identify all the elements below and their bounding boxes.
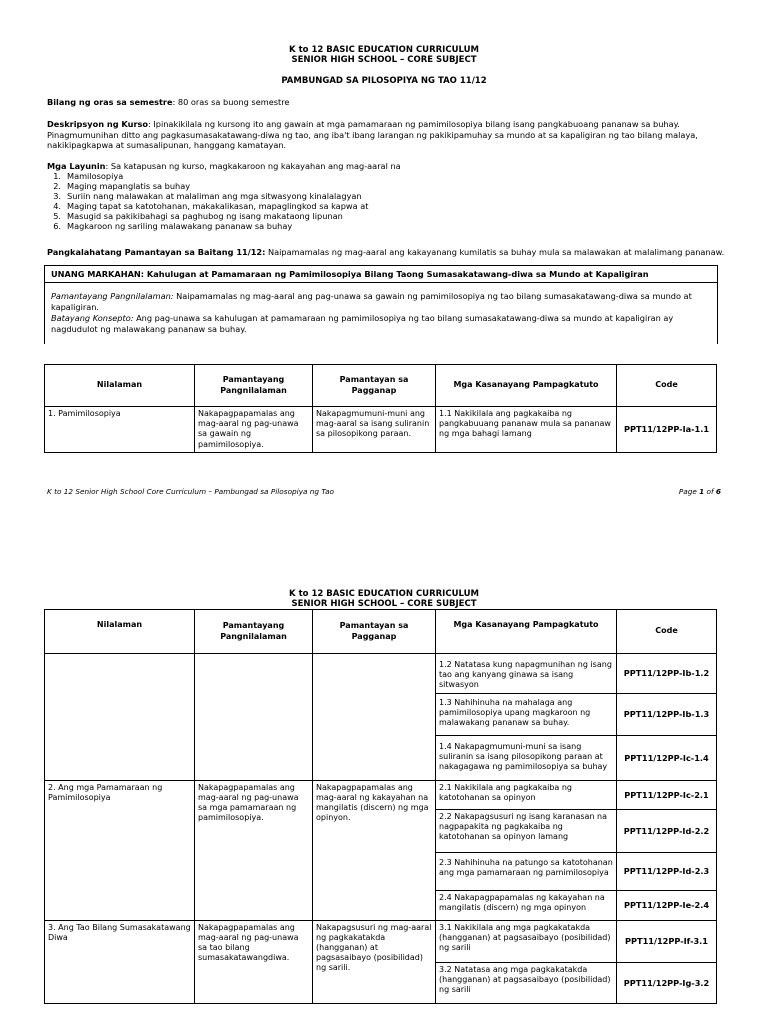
code-cell: PPT11/12PP-Ie-2.4: [617, 890, 717, 920]
quarter-divider: [44, 282, 717, 283]
curriculum-title: K to 12 BASIC EDUCATION CURRICULUM: [289, 45, 479, 55]
content-cell: 2. Ang mga Pamamaraan ng Pamimilosopiya: [45, 780, 195, 920]
competency-cell: 1.4 Nakapagmumuni-muni sa isang suliranin sa isang pilosopikong paraan at nakagagawa ng pamimilosopiya sa buhay: [436, 735, 617, 780]
table-row: [45, 780, 717, 809]
table-row: [45, 407, 717, 453]
table-header-row: [45, 610, 717, 654]
competency-cell: 2.1 Nakikilala ang pagkakaiba ng katotohanan sa opinyon: [436, 780, 617, 809]
content-cell: 1. Pamimilosopiya: [45, 407, 195, 453]
competency-cell: 1.3 Nahihinuha na mahalaga ang pamimilosopiya upang magkaroon ng malawakang pananaw sa buhay.: [436, 693, 617, 735]
competency-cell: 2.2 Nakapagsusuri ng isang karanasan na nagpapakita ng pagkakaiba ng katotohanan sa opinyon lamang: [436, 809, 617, 852]
grade-standard-text: Naipamamalas ng mag-aaral ang kakayanang kumilatis sa buhay mula sa malawakan at malalimang pananaw.: [265, 247, 725, 257]
objective-item: 1. Mamilosopiya: [53, 171, 124, 181]
objective-item: 3. Suriin nang malawakan at malaliman ang mga sitwasyong kinalalagyan: [53, 190, 362, 201]
course-description: [47, 119, 747, 151]
code-cell: PPT11/12PP-Ig-3.2: [617, 962, 717, 1003]
curriculum-table-page1: [44, 364, 717, 453]
core-concept-label: Batayang Konsepto:: [51, 313, 134, 323]
content-standard-cell: [195, 654, 313, 781]
performance-standard-cell: [313, 654, 436, 781]
header-nilalaman: Nilalaman: [45, 365, 195, 407]
competency-cell: 1.2 Natatasa kung napagmunihan ng isang tao ang kanyang ginawa sa isang sitwasyon: [436, 654, 617, 694]
hours-label: Bilang ng oras sa semestre: [47, 97, 173, 107]
competency-cell: 1.1 Nakikilala ang pagkakaiba ng pangkabuuang pananaw mula sa pananaw ng mga bahagi lamang: [436, 407, 617, 453]
content-cell: 3. Ang Tao Bilang Sumasakatawang Diwa: [45, 920, 195, 1003]
objective-item: 2. Maging mapanglatis sa buhay: [53, 180, 191, 191]
code-cell: PPT11/12PP-Ib-1.3: [617, 693, 717, 735]
header-kasanayang-pampagkatuto: Mga Kasanayang Pampagkatuto: [436, 365, 617, 407]
objective-item: 5. Masugid sa pakikibahagi sa paghubog ng isang makataong lipunan: [53, 210, 343, 221]
description-label: Deskripsyon ng Kurso: [47, 119, 148, 129]
objective-item: 4. Maging tapat sa katotohanan, makakalikasan, mapaglingkod sa kapwa at: [53, 200, 369, 211]
content-standard-cell: Nakapagpapamalas ang mag-aaral ng pag-unawa sa tao bilang sumasakatawangdiwa.: [195, 920, 313, 1003]
curriculum-subtitle-page2: SENIOR HIGH SCHOOL – CORE SUBJECT: [291, 599, 477, 609]
code-cell: PPT11/12PP-Ia-1.1: [617, 407, 717, 453]
curriculum-subtitle: SENIOR HIGH SCHOOL – CORE SUBJECT: [291, 55, 477, 65]
table-header-row: [45, 365, 717, 407]
competency-cell: 2.3 Nahihinuha na patungo sa katotohanan ang mga pamamaraan ng pamimilosopiya: [436, 852, 617, 890]
header-pamantayang-pangnilalaman: Pamantayang Pangnilalaman: [195, 365, 313, 407]
quarter-title: UNANG MARKAHAN: Kahulugan at Pamamaraan ng Pamimilosopiya Bilang Taong Sumasakatawang-diwa sa Mundo at Kapaligiran: [51, 269, 649, 279]
competency-cell: 3.2 Natatasa ang mga pagkakatakda (hangganan) at pagsasaibayo (posibilidad) ng sarili: [436, 962, 617, 1003]
grade-standard-label: Pangkalahatang Pamantayan sa Baitang 11/12:: [47, 247, 266, 257]
curriculum-title-page2: K to 12 BASIC EDUCATION CURRICULUM: [289, 589, 479, 599]
header-code: Code: [617, 365, 717, 407]
header-kasanayang-pampagkatuto: Mga Kasanayang Pampagkatuto: [436, 610, 617, 654]
performance-standard-cell: Nakapagmumuni-muni ang mag-aaral sa isang suliranin sa pilosopikong paraan.: [313, 407, 436, 453]
hours-line: [47, 97, 727, 108]
subject-title: PAMBUNGAD SA PILOSOPIYA NG TAO 11/12: [281, 76, 487, 86]
page-footer-left: K to 12 Senior High School Core Curriculum – Pambungad sa Pilosopiya ng Tao: [47, 487, 335, 496]
header-code: Code: [617, 610, 717, 654]
code-cell: PPT11/12PP-Ic-2.1: [617, 780, 717, 809]
table-row: [45, 654, 717, 694]
competency-cell: 2.4 Nakapagpapamalas ng kakayahan na mangilatis (discern) ng mga opinyon: [436, 890, 617, 920]
curriculum-table-page2: [44, 609, 717, 1004]
core-concept-text: Ang pag-unawa sa kahulugan at pamamaraan ng pamimilosopiya ng tao bilang sumasakatawang-diwa sa mundo at kapaligiran ay nagdudulot ng malawakang pananaw sa buhay.: [51, 313, 674, 334]
page-footer-right: Page 1 of 6: [678, 487, 721, 496]
objective-item: 6. Magkaroon ng sariling malawakang pananaw sa buhay: [53, 220, 293, 231]
code-cell: PPT11/12PP-Id-2.3: [617, 852, 717, 890]
objectives-intro-text: : Sa katapusan ng kurso, magkakaroon ng kakayahan ang mag-aaral na: [105, 161, 401, 171]
header-pamantayang-pangnilalaman: Pamantayang Pangnilalaman: [195, 610, 313, 654]
code-cell: PPT11/12PP-Ic-1.4: [617, 735, 717, 780]
description-text: : Ipinakikilala ng kursong ito ang gawain at mga pamamaraan ng pamimilosopiya bilang isang pangkabuoang pananaw sa buhay. Pinagmumunihan ditto ang pagkasumasakatawang-diwa ng tao, ang iba't ibang larangan ng pakikipamuhay sa mundo at sa kapaligiran ng tao bilang malaya, nakikipagkapwa at sumasalipunan, hanggang kamatayan.: [47, 119, 698, 151]
table-row: [45, 920, 717, 962]
performance-standard-cell: Nakapagpapamalas ang mag-aaral ng kakayahan na mangilatis (discern) ng mga opinyon.: [313, 780, 436, 920]
objectives-list: [47, 172, 727, 231]
content-standard-cell: Nakapagpapamalas ang mag-aaral ng pag-unawa sa mga pamamaraan ng pamimilosopiya.: [195, 780, 313, 920]
content-standard-text: Naipamamalas ng mag-aaral ang pag-unawa sa gawain ng pamimilosopiya ng tao bilang sumasakatawang-diwa sa mundo at kapaligiran.: [51, 291, 692, 312]
code-cell: PPT11/12PP-If-3.1: [617, 920, 717, 962]
code-cell: PPT11/12PP-Ib-1.2: [617, 654, 717, 694]
content-standard: [51, 291, 711, 312]
performance-standard-cell: Nakapagsusuri ng mag-aaral ng pagkakatakda (hangganan) at pagsasaibayo (posibilidad) ng sarili.: [313, 920, 436, 1003]
hours-value: : 80 oras sa buong semestre: [172, 97, 290, 107]
content-cell: [45, 654, 195, 781]
code-cell: PPT11/12PP-Id-2.2: [617, 809, 717, 852]
header-pamantayan-sa-pagganap: Pamantayan sa Pagganap: [313, 365, 436, 407]
grade-standard: [47, 247, 747, 258]
objectives-label: Mga Layunin: [47, 161, 106, 171]
competency-cell: 3.1 Nakikilala ang mga pagkakatakda (hangganan) at pagsasaibayo (posibilidad) ng sarili: [436, 920, 617, 962]
header-pamantayan-sa-pagganap: Pamantayan sa Pagganap: [313, 610, 436, 654]
content-standard-cell: Nakapagpapamalas ang mag-aaral ng pag-unawa sa gawain ng pamimilosopiya.: [195, 407, 313, 453]
objectives-intro: [47, 161, 747, 172]
core-concept: [51, 313, 711, 334]
content-standard-label: Pamantayang Pangnilalaman:: [51, 291, 174, 301]
header-nilalaman: Nilalaman: [45, 610, 195, 654]
